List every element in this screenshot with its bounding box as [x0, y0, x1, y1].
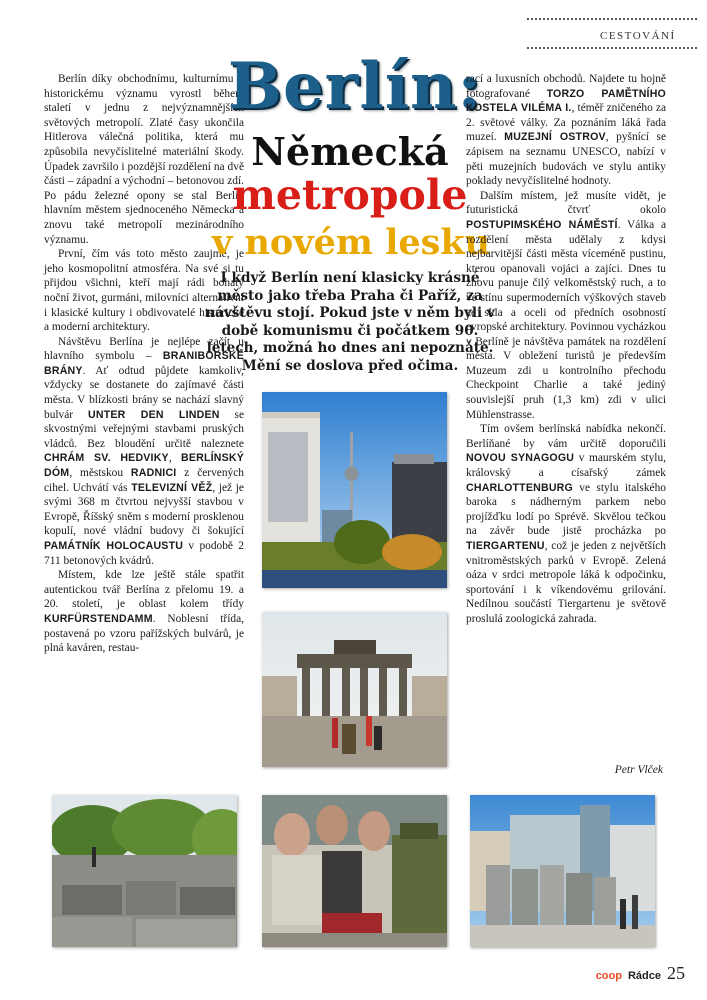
- highlight-muzejni: MUZEJNÍ OSTROV: [504, 131, 606, 144]
- highlight-branibor: BRANIBORSKÉ BRÁNY: [44, 350, 244, 377]
- paragraph: Berlín díky obchodnímu, kulturnímu a historickému významu vyrostl během staletí v jednu z nejvýznamnějších světových metropolí. Zlaté časy ukončila Hitlerova válečná politika, která mu způsobila nevyčíslitelné materiální škody. Úpadek završilo i pozdější rozdělení na dvě části – západní a východní – betonovou zdí. Po pádu železné opony se stal Berlín hlavním městem sjednoceného Německa a znovu také metropolí mezinárodního významu.: [44, 73, 244, 246]
- highlight-radnice: RADNICI: [130, 467, 177, 480]
- berlin-wall-photo: [470, 795, 655, 947]
- paragraph: Návštěvu Berlína je nejlépe začít u hlavního symbolu – BRANIBORSKÉ BRÁNY. Ať odtud půjdete kamkoliv, vždycky se dostanete do zajímavé části města. V blízkosti brány se nachází slavný bulvár UNTER DEN LINDEN se skvostnými veřejnými stavbami pruských vládců. Bez bloudění určitě naleznete CHRÁM SV. HEDVIKY, BERLÍNSKÝ DÓM, městskou RADNICI z červených cihel. Uchvátí vás TELEVIZNÍ VĚŽ, jež je svými 368 m čtvrtou nejvyšší stavbou v Evropě, Říšský sněm s moderní prosklenou kopulí, nové vládní budovy či šokující PAMÁTNÍK HOLOCAUSTU v podobě 2 711 betonových kvádrů.: [44, 335, 245, 567]
- highlight-synagoga: NOVOU SYNAGOGU: [466, 452, 575, 465]
- page-number: 25: [667, 963, 685, 983]
- headline-line-4: v novém lesku: [211, 222, 491, 263]
- magazine-name: Rádce: [627, 970, 661, 982]
- headline-berlin: Berlín:: [227, 49, 483, 124]
- paragraph: Tím ovšem berlínská nabídka nekončí. Berlíňané by vám určitě doporučili NOVOU SYNAGOGU v maurském stylu, královský a císařský zámek CHARLOTTENBURG ve stylu italského baroka s nádherným parkem nebo projížďku lodí po Sprévě. Skvělou tečkou na závěr bude jistě procházka po TIERGARTENU, což je jeden z největších vnitroměstských parků v Evropě. Zelená oáza v srdci metropole láká k odpočinku, sportování i k víkendovému grilování. Nedílnou součástí Tiergartenu je světově proslulá zoologická zahrada.: [466, 423, 666, 625]
- highlight-torzo: TORZO PAMĚTNÍHO KOSTELA VILÉMA I.: [466, 87, 666, 115]
- checkpoint-charlie-photo: [262, 795, 447, 947]
- highlight-hedviky: CHRÁM SV. HEDVIKY: [44, 452, 169, 465]
- tv-tower-photo: [262, 392, 447, 588]
- highlight-tiergarten: TIERGARTENU: [466, 540, 545, 552]
- highlight-dom: BERLÍNSKÝ DÓM: [44, 452, 244, 480]
- brandenburg-gate-photo: [262, 612, 447, 767]
- section-label: CESTOVÁNÍ: [600, 30, 676, 42]
- author-credit: Petr Vlček: [614, 764, 663, 776]
- paragraph: Dalším místem, jež musíte vidět, je futuristická čtvrť okolo POSTUPIMSKÉHO NÁMĚSTÍ. Válka a rozdělení města udělaly z kdysi nejbarvitější části města víceméně pustinu, kterou opanovali vojáci a zajíci. Dnes tu znovu panuje čilý velkoměstský ruch, a to ve stínu supermoderních výškových staveb ze skla a oceli od předních osobností evropské architektury. Povinnou vycházkou v Berlíně je návštěva památek na rozdělení města. V obležení turistů je především Muzeum zdi u kontrolního přechodu Checkpoint Charlie a také jediný souvislejší pruh (1,3 km) zdi v ulici Mühlenstrasse.: [466, 189, 666, 421]
- paragraph: První, čím vás toto město zaujme, je jeho kosmopolitní atmosféra. Na své si tu přijdou všichni, kteří mají rádi bohatý noční život, gurmáni, milovníci alternativní i klasické kultury i obdivovatelé historické a moderní architektury.: [44, 248, 244, 334]
- header-rule-top: [527, 18, 697, 20]
- page-footer: [596, 963, 685, 984]
- paragraph: rací a luxusních obchodů. Najdete tu hojně fotografované TORZO PAMĚTNÍHO KOSTELA VILÉMA I., téměř zničeného za 2. světové války. Za poznáním láká řada muzeí. MUZEJNÍ OSTROV, pyšnící se zápisem na seznamu UNESCO, nabízí v pěti muzejních budovách ve stylu antiky poklady nevyčíslitelné hodnoty.: [466, 73, 667, 188]
- highlight-vez: TELEVIZNÍ VĚŽ: [131, 481, 213, 494]
- coop-logo: coop: [595, 970, 622, 982]
- headline-line-3: metropole: [232, 171, 468, 219]
- highlight-charlottenburg: CHARLOTTENBURG: [466, 481, 573, 494]
- article-column-right: [466, 72, 666, 627]
- highlight-kurfurstendamm: KURFÜRSTENDAMM: [44, 612, 153, 625]
- highlight-unter: UNTER DEN LINDEN: [88, 408, 220, 421]
- headline-line-2: Německá: [251, 129, 449, 174]
- highlight-postupim: POSTUPIMSKÉHO NÁMĚSTÍ: [466, 218, 618, 231]
- highlight-holocaust: PAMÁTNÍK HOLOCAUSTU: [44, 540, 184, 552]
- lead-paragraph: I když Berlín není klasicky krásné město jako třeba Praha či Paříž, za návštěvu stojí. Pokud jste v něm byli v době komunismu či počátkem 90. letech, možná ho dnes ani nepoznáte. Mění se doslova před očima.: [205, 270, 495, 374]
- holocaust-memorial-photo: [52, 795, 237, 947]
- paragraph: Místem, kde lze ještě stále spatřit autentickou tvář Berlína z přelomu 19. a 20. století, je oblast kolem třídy KURFÜRSTENDAMM. Noblesní třída, postavená po vzoru pařížských bulvárů, je plná kaváren, restau-: [44, 569, 244, 655]
- header-rule-bottom: [527, 47, 697, 49]
